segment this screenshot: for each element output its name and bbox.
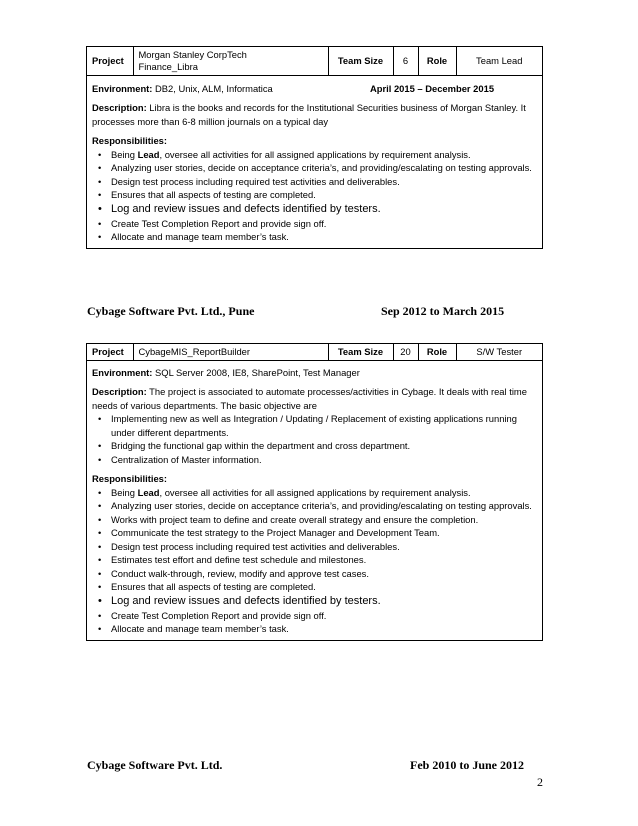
company-dates: Feb 2010 to June 2012 [410,758,524,772]
responsibilities-heading: Responsibilities: [92,135,168,146]
responsibilities-list [92,148,537,244]
environment-row [92,82,537,96]
project-dates: April 2015 – December 2015 [370,83,495,94]
team-size-label: Team Size [328,47,393,76]
list-item: • Ensures that all aspects of testing are completed. [92,580,537,594]
environment-value: SQL Server 2008, IE8, SharePoint, Test Manager [152,367,360,378]
project-libra-block [86,46,543,249]
list-item: • Log and review issues and defects identified by testers. [92,202,537,217]
responsibilities-list [92,486,537,636]
list-item: • Design test process including required test activities and deliverables. [92,175,537,189]
project-reportbuilder-header-table [87,344,542,361]
environment-label: Environment: [92,83,153,94]
list-item: • Analyzing user stories, decide on acceptance criteria’s, and providing/escalating on testing approvals. [92,499,537,513]
environment-row [92,366,537,380]
list-item: • Works with project team to define and create overall strategy and ensure the completion. [92,513,537,527]
company-name: Cybage Software Pvt. Ltd. [87,758,223,772]
list-item: • Being Lead, oversee all activities for all assigned applications by requirement analysis. [92,486,537,500]
list-item: • Create Test Completion Report and provide sign off. [92,217,537,231]
team-size-value: 6 [393,47,418,76]
project-name: CybageMIS_ReportBuilder [133,344,328,361]
description-text: The project is associated to automate processes/activities in Cybage. It deals with real time needs of various departments. The basic objective are [92,386,527,411]
project-reportbuilder-block [86,343,543,641]
project-name-line2: Finance_Libra [138,61,198,72]
project-label: Project [87,47,133,76]
list-item: • Communicate the test strategy to the Project Manager and Development Team. [92,526,537,540]
list-item: • Log and review issues and defects identified by testers. [92,594,537,609]
page-number: 2 [537,775,543,789]
project-name [133,47,328,76]
description-label: Description: [92,386,147,397]
role-value: S/W Tester [456,344,542,361]
list-item: • Implementing new as well as Integration / Updating / Replacement of existing applications running under different departments. [92,412,537,439]
description [92,385,537,412]
list-item: • Ensures that all aspects of testing are completed. [92,188,537,202]
role-label: Role [418,344,456,361]
description [92,101,537,128]
list-item: • Allocate and manage team member’s task. [92,622,537,636]
environment-value: DB2, Unix, ALM, Informatica [152,83,273,94]
project-libra-header-table [87,47,542,76]
role-value: Team Lead [456,47,542,76]
description-text: Libra is the books and records for the Institutional Securities business of Morgan Stanley. It processes more than 6-8 million journals on a typical day [92,102,526,127]
team-size-label: Team Size [328,344,393,361]
list-item: • Design test process including required test activities and deliverables. [92,540,537,554]
environment-label: Environment: [92,367,153,378]
list-item: • Bridging the functional gap within the department and cross department. [92,439,537,453]
team-size-value: 20 [393,344,418,361]
company-name: Cybage Software Pvt. Ltd., Pune [87,304,255,318]
list-item: • Being Lead, oversee all activities for all assigned applications by requirement analysis. [92,148,537,162]
description-label: Description: [92,102,147,113]
project-label: Project [87,344,133,361]
company-dates: Sep 2012 to March 2015 [381,304,505,318]
role-label: Role [418,47,456,76]
list-item: • Allocate and manage team member’s task. [92,230,537,244]
project-name-line1: Morgan Stanley CorpTech [138,49,247,60]
list-item: • Analyzing user stories, decide on acceptance criteria’s, and providing/escalating on testing approvals. [92,161,537,175]
list-item: • Estimates test effort and define test schedule and milestones. [92,553,537,567]
list-item: • Create Test Completion Report and provide sign off. [92,609,537,623]
objectives-list [92,412,537,466]
list-item: • Centralization of Master information. [92,453,537,467]
list-item: • Conduct walk-through, review, modify and approve test cases. [92,567,537,581]
responsibilities-heading: Responsibilities: [92,473,168,484]
